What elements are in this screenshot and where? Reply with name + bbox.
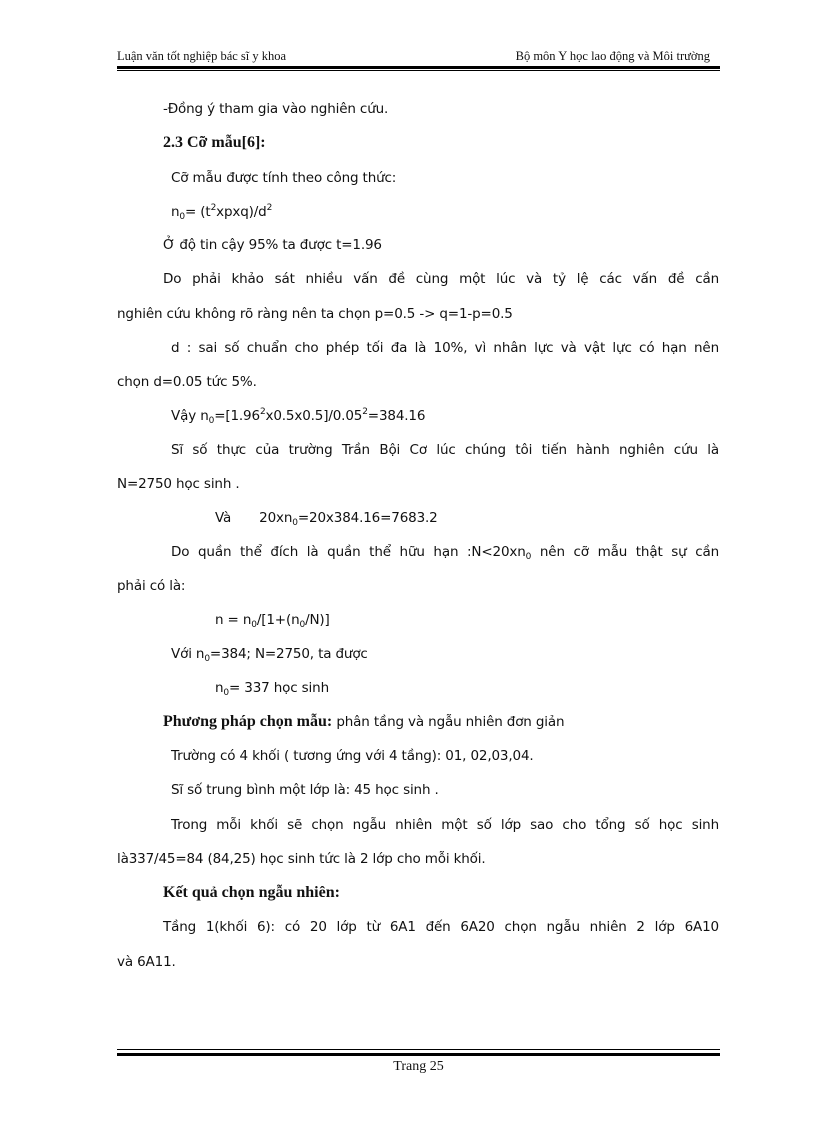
line-paragraph-5a: Trong mỗi khối sẽ chọn ngẫu nhiên một số lớp sao cho tổng số học sinh (171, 817, 719, 833)
line-consent: -Đồng ý tham gia vào nghiên cứu. (163, 101, 389, 117)
line-correction-formula: $n = n_0/[1+(n_0/N)]$ (215, 612, 330, 630)
line-formula: $n_0=$ $(t^2xpxq)/d^2$ (171, 203, 273, 222)
heading-random-results: Kết quả chọn ngẫu nhiên: (163, 884, 340, 901)
line-grades: Trường có 4 khối ( tương ứng với 4 tầng): 01, 02,03,04. (171, 748, 534, 764)
line-paragraph-4b: phải có là: (117, 578, 186, 594)
line-sampling-method: Phương pháp chọn mẫu: phân tầng và ngẫu nhiên đơn giản (163, 713, 565, 730)
header-rule (117, 66, 720, 69)
line-paragraph-2b: chọn d=0.05 tức 5%. (117, 374, 257, 390)
footer-rule-thin (117, 1049, 720, 1050)
footer-rule (117, 1053, 720, 1056)
line-paragraph-6a: Tầng 1(khối 6): có 20 lớp từ 6A1 đến 6A20 chọn ngẫu nhiên 2 lớp 6A10 (163, 919, 719, 935)
line-paragraph-2a: d : sai số chuẩn cho phép tối đa là 10%, vì nhân lực và vật lực có hạn nên (171, 340, 719, 356)
section-heading-sample-size: 2.3 Cỡ mẫu[6]: (163, 134, 266, 151)
line-paragraph-6b: và 6A11. (117, 954, 176, 970)
header-rule-thin (117, 70, 720, 71)
line-paragraph-3b: N=2750 học sinh . (117, 476, 240, 492)
line-paragraph-1b: nghiên cứu không rõ ràng nên ta chọn p=0.5 -> q=1-p=0.5 (117, 306, 513, 322)
page-number: Trang 25 (393, 1059, 444, 1074)
line-formula-intro: Cỡ mẫu được tính theo công thức: (171, 170, 397, 186)
header-thesis-title: Luận văn tốt nghiệp bác sĩ y khoa (117, 49, 287, 63)
line-class-size: Sĩ số trung bình một lớp là: 45 học sinh . (171, 782, 439, 798)
line-paragraph-4a: Do quần thể đích là quần thể hữu hạn $:N<20xn_0$ nên cỡ mẫu thật sự cần (171, 544, 719, 562)
line-paragraph-3a: Sĩ số thực của trường Trần Bội Cơ lúc chúng tôi tiến hành nghiên cứu là (171, 442, 719, 458)
line-calculation: Vậy $n_0=[1.96^2x0.5x0.5]/0.05^2=384.16$ (171, 407, 426, 426)
line-paragraph-5b: là337/45=84 (84,25) học sinh tức là 2 lớp cho mỗi khối. (117, 851, 486, 867)
line-result: $n_0= 337$ học sinh (215, 680, 329, 698)
line-confidence: Ở độ tin cậy 95% ta được t=1.96 (163, 237, 382, 253)
line-comparison: Và $20xn_0=20x384.16=7683.2$ (215, 510, 438, 528)
line-substitution: Với $n_0=384$; N=2750, ta được (171, 646, 368, 664)
header-department: Bộ môn Y học lao động và Môi trường (515, 49, 710, 63)
sampling-method-label: Phương pháp chọn mẫu: (163, 713, 333, 730)
line-paragraph-1a: Do phải khảo sát nhiều vấn đề cùng một lúc và tỷ lệ các vấn đề cần (163, 271, 719, 287)
